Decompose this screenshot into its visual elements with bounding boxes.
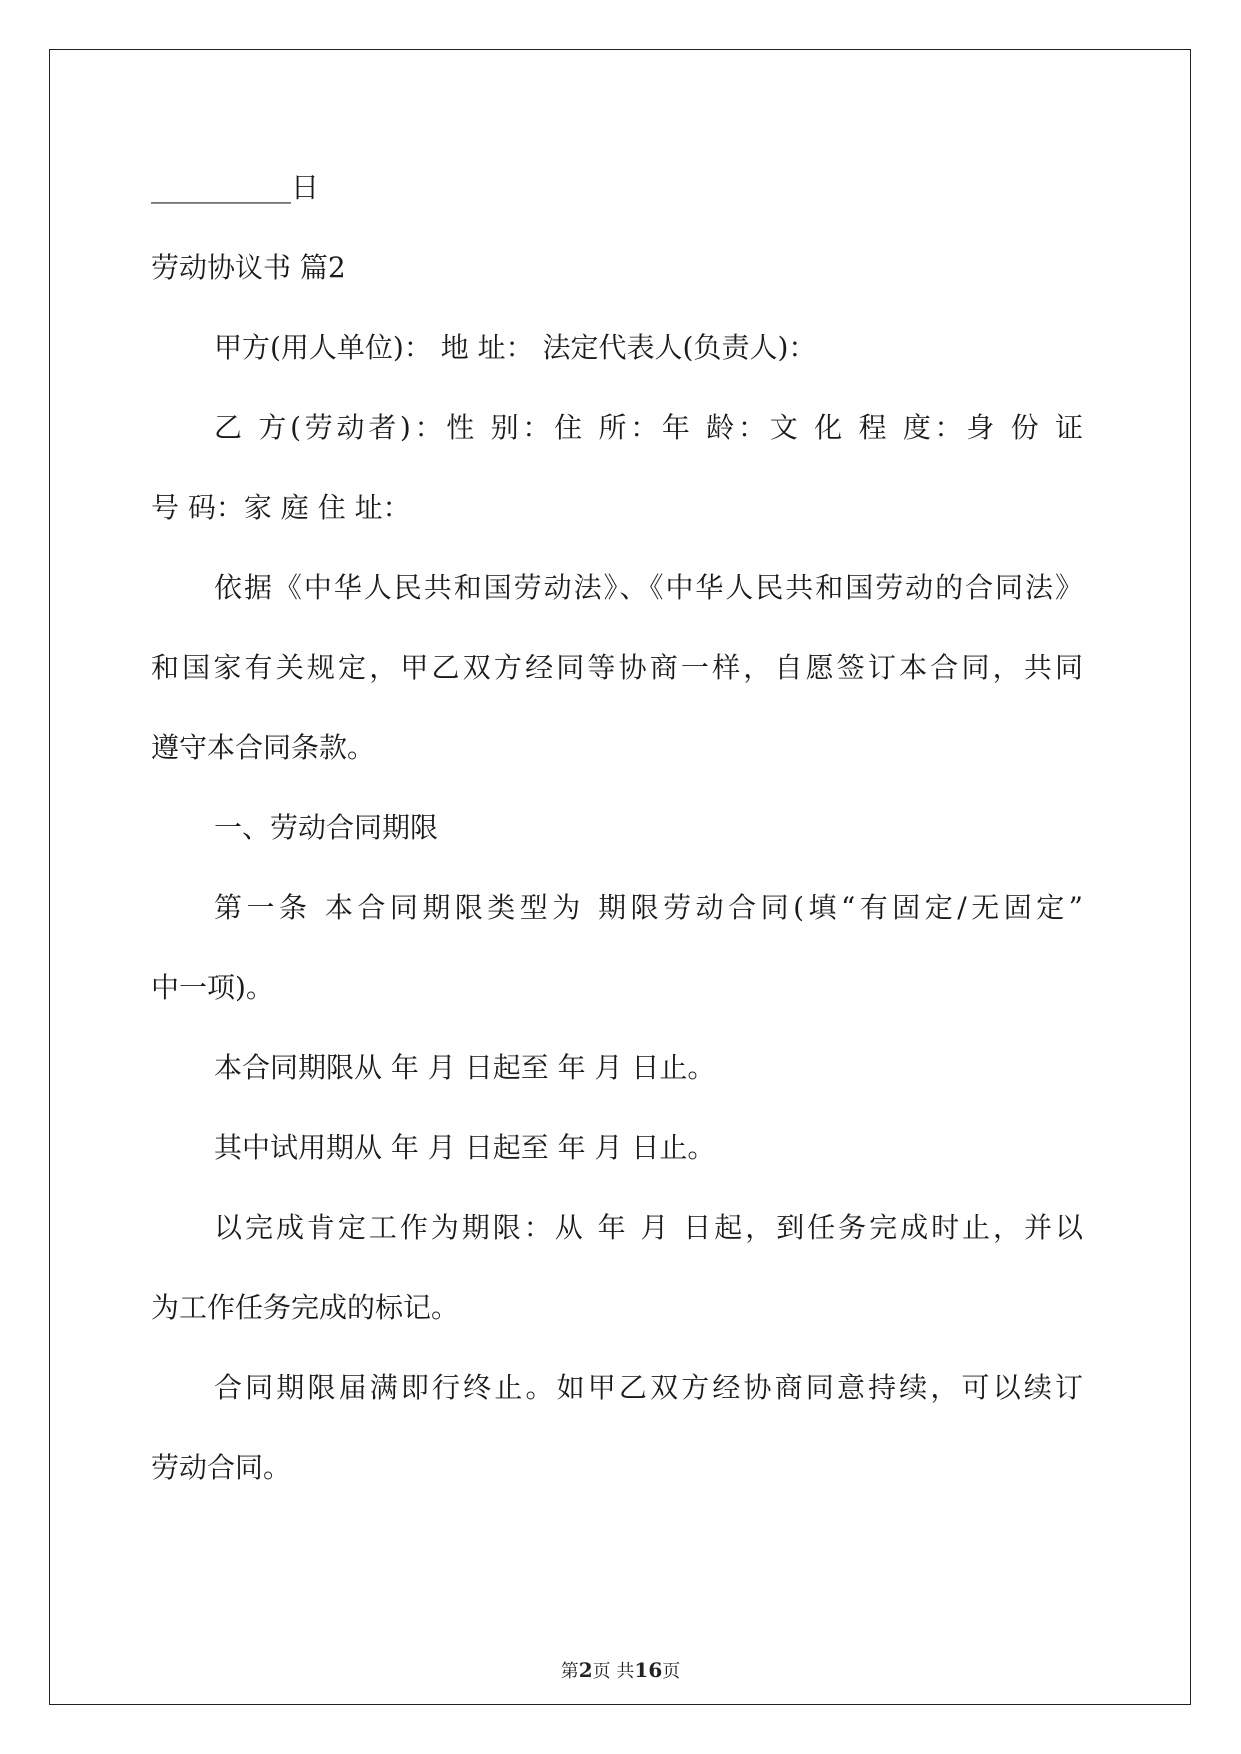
heading-contract-term: 一、劳动合同期限 xyxy=(214,811,439,844)
section-title: 劳动协议书 篇2 xyxy=(151,251,346,284)
article-1-line-1: 第一条 本合同期限类型为 期限劳动合同(填“有固定/无固定” xyxy=(214,891,1083,924)
party-b-line-1: 乙 方(劳动者)：性 别：住 所：年 龄：文 化 程 度：身 份 证 xyxy=(214,411,1083,444)
party-b-line-2: 号 码：家 庭 住 址： xyxy=(151,491,411,524)
preamble-line-2: 和国家有关规定，甲乙双方经同等协商一样，自愿签订本合同，共同 xyxy=(151,651,1083,684)
footer-suffix: 页 xyxy=(662,1661,681,1682)
preamble-line-1: 依据《中华人民共和国劳动法》、《中华人民共和国劳动的合同法》 xyxy=(214,571,1083,604)
footer-mid: 页 共 xyxy=(592,1661,635,1682)
date-line: __________日 xyxy=(151,171,320,204)
article-1-line-2: 中一项)。 xyxy=(151,971,274,1004)
task-term-line-1: 以完成肯定工作为期限：从 年 月 日起，到任务完成时止，并以 xyxy=(214,1211,1083,1244)
footer-prefix: 第 xyxy=(560,1661,579,1682)
party-a-line: 甲方(用人单位)： 地 址： 法定代表人(负责人)： xyxy=(214,331,817,364)
page-footer xyxy=(0,1657,1241,1683)
task-term-line-2: 为工作任务完成的标记。 xyxy=(151,1291,460,1324)
renewal-line-1: 合同期限届满即行终止。如甲乙双方经协商同意持续，可以续订 xyxy=(214,1371,1083,1404)
total-page-number: 16 xyxy=(634,1658,663,1682)
renewal-line-2: 劳动合同。 xyxy=(151,1451,292,1484)
probation-line: 其中试用期从 年 月 日起至 年 月 日止。 xyxy=(214,1131,716,1164)
current-page-number: 2 xyxy=(578,1658,593,1682)
preamble-line-3: 遵守本合同条款。 xyxy=(151,731,376,764)
term-period-line: 本合同期限从 年 月 日起至 年 月 日止。 xyxy=(214,1051,716,1084)
